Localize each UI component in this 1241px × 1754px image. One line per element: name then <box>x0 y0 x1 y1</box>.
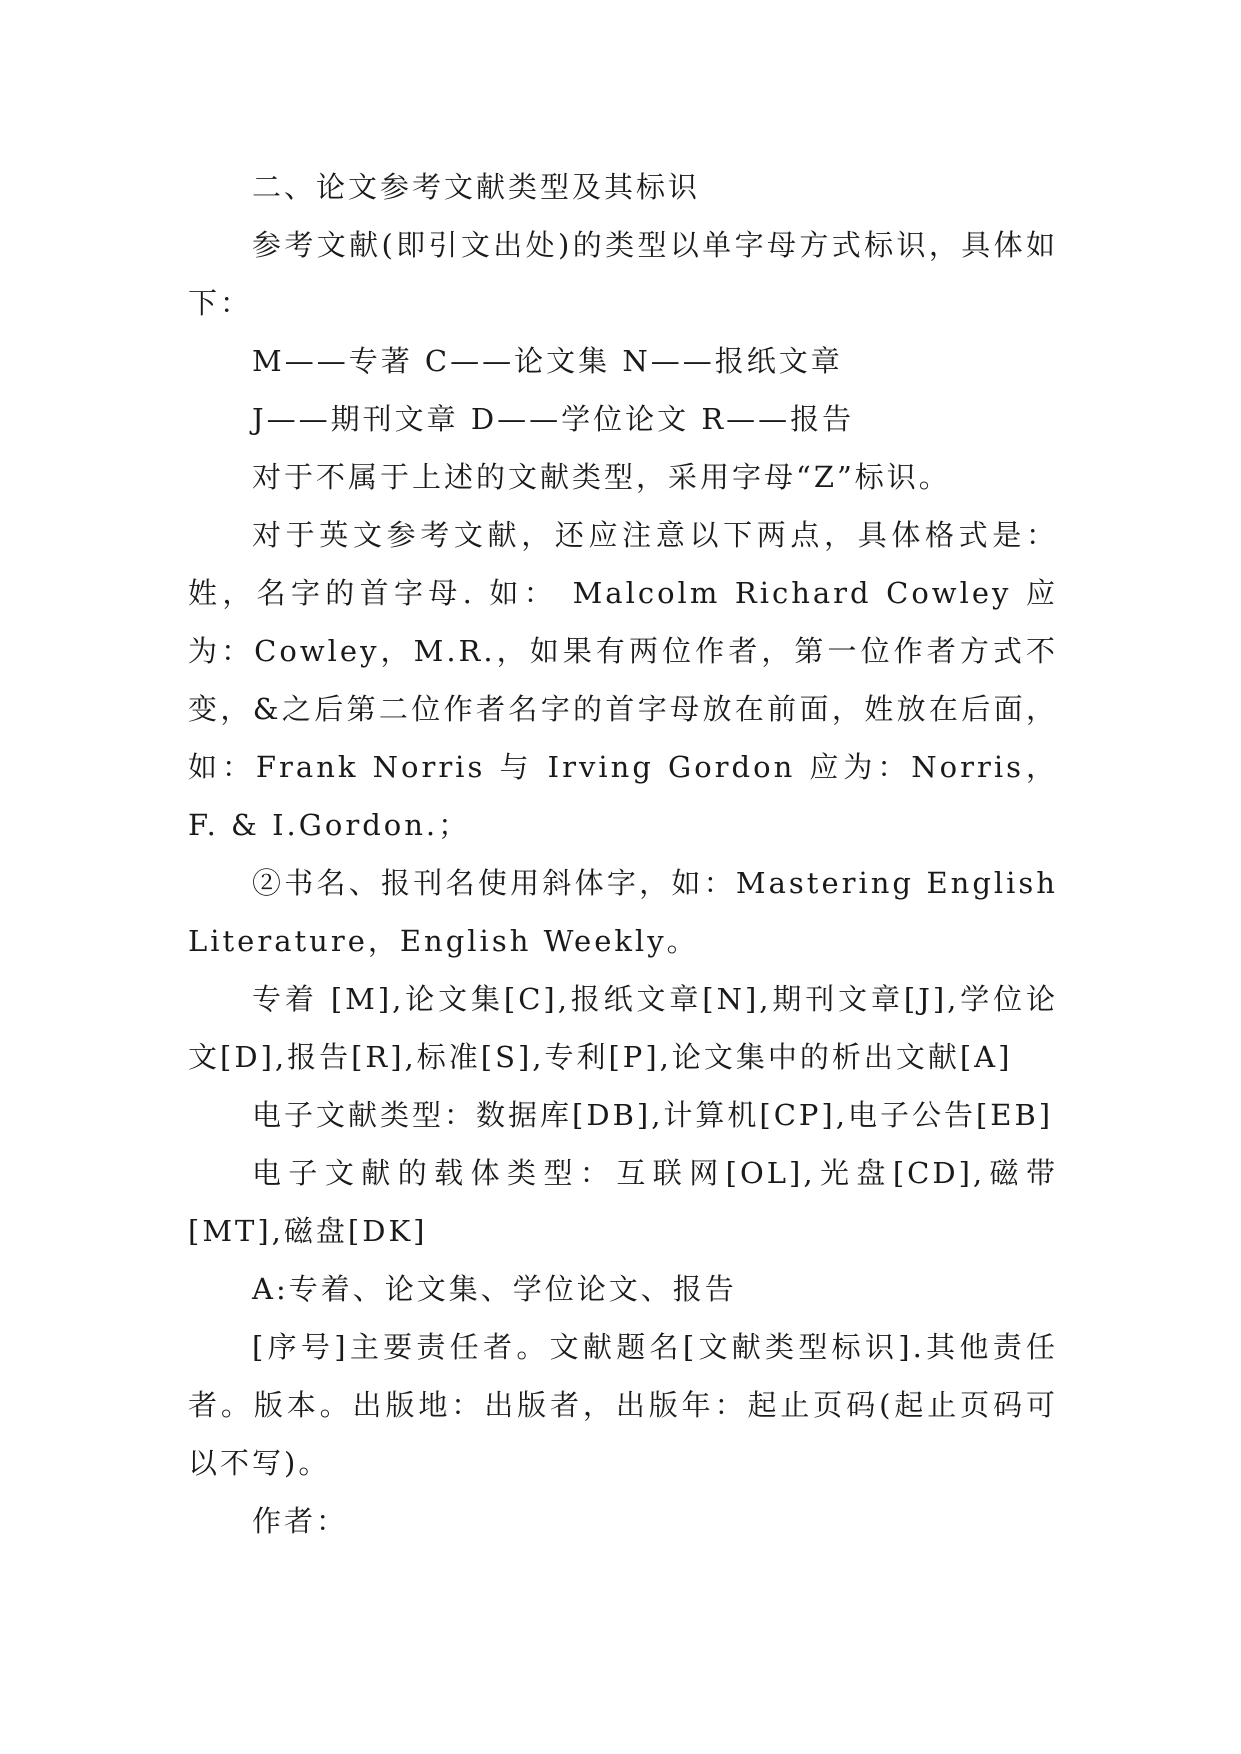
paragraph-author: 作者： <box>252 1504 349 1538</box>
paragraph-intro: 参考文献(即引文出处)的类型以单字母方式标识，具体如下： <box>188 228 1058 320</box>
paragraph-type-codes-1: M——专著 C——论文集 N——报纸文章 <box>252 344 843 378</box>
paragraph-electronic-types: 电子文献类型：数据库[DB],计算机[CP],电子公告[EB] <box>252 1098 1054 1132</box>
section-heading: 二、论文参考文献类型及其标识 <box>252 170 701 204</box>
paragraph-type-list: 专着 [M],论文集[C],报纸文章[N],期刊文章[J],学位论文[D],报告[R],标准[S],专利[P],论文集中的析出文献[A] <box>188 982 1058 1074</box>
paragraph-english-refs: 对于英文参考文献，还应注意以下两点，具体格式是：姓，名字的首字母. 如： Malcolm Richard Cowley 应为：Cowley，M.R.，如果有两位作者，第一位作者方式不变，&之后第二位作者名字的首字母放在前面，姓放在后面，如：Frank Norris 与 Irving Gordon 应为：Norris， F. & I.Gordon.； <box>188 518 1058 842</box>
paragraph-type-codes-2: J——期刊文章 D——学位论文 R——报告 <box>252 402 855 436</box>
document-body <box>188 158 1058 1550</box>
paragraph-format: [序号]主要责任者。文献题名[文献类型标识].其他责任者。版本。出版地：出版者，出版年：起止页码(起止页码可以不写)。 <box>188 1330 1058 1480</box>
paragraph-z-type: 对于不属于上述的文献类型，采用字母“Z”标识。 <box>252 460 951 494</box>
paragraph-carrier-types: 电子文献的载体类型：互联网[OL],光盘[CD],磁带[MT],磁盘[DK] <box>188 1156 1058 1248</box>
paragraph-italic-titles: ②书名、报刊名使用斜体字，如：Mastering English Literature，English Weekly。 <box>188 866 1058 958</box>
paragraph-a-types: A:专着、论文集、学位论文、报告 <box>252 1272 737 1306</box>
